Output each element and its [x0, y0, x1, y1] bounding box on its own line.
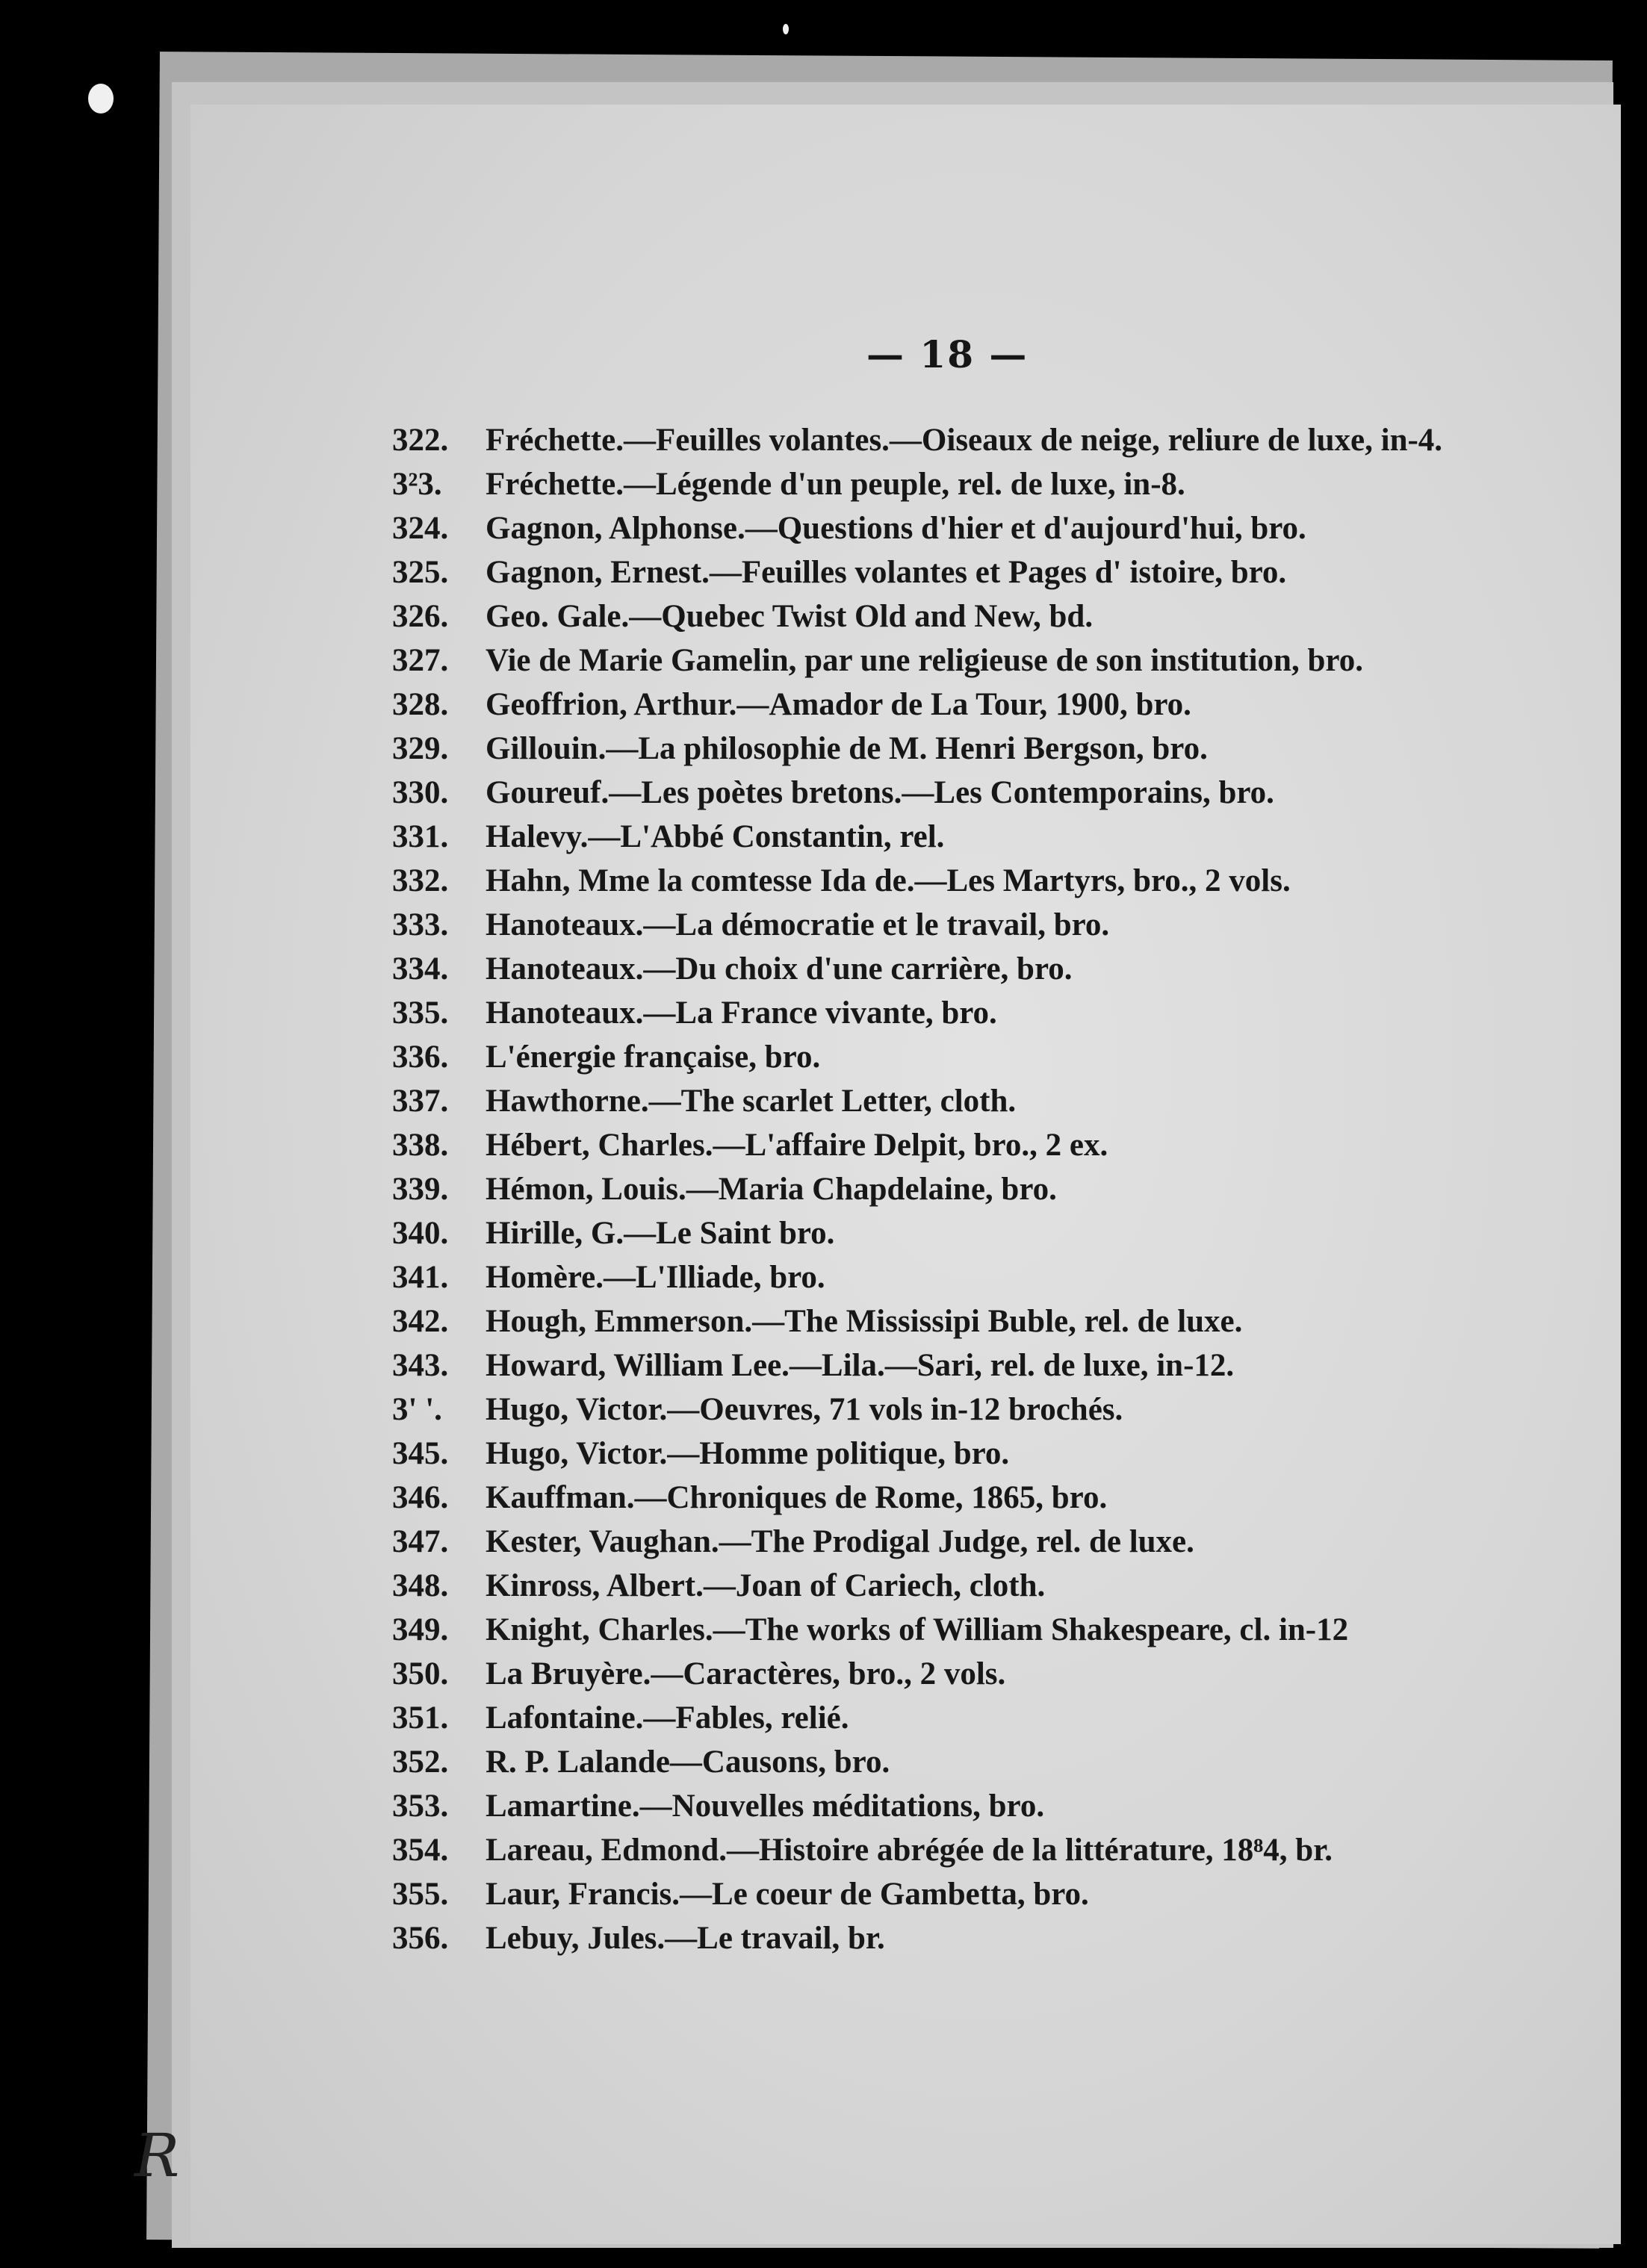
- entry-description: R. P. Lalande—Causons, bro.: [486, 1745, 890, 1780]
- catalogue-entry: [392, 1476, 1527, 1520]
- entry-number: 356.: [392, 1921, 449, 1956]
- entry-description: Geo. Gale.—Quebec Twist Old and New, bd.: [486, 599, 1094, 634]
- entry-number: 352.: [392, 1745, 449, 1780]
- entry-number: 348.: [392, 1568, 449, 1603]
- catalogue-entry: [392, 1388, 1527, 1432]
- entry-description: Gagnon, Alphonse.—Questions d'hier et d'aujourd'hui, bro.: [486, 511, 1306, 546]
- entry-description: Hough, Emmerson.—The Mississipi Buble, rel. de luxe.: [486, 1304, 1243, 1339]
- entry-number: 337.: [392, 1084, 449, 1119]
- dust-speck: [88, 84, 114, 114]
- catalogue-entry: [392, 550, 1527, 594]
- handwritten-margin-mark: R: [134, 2121, 180, 2190]
- entry-description: Howard, William Lee.—Lila.—Sari, rel. de luxe, in-12.: [486, 1348, 1235, 1383]
- entry-description: Geoffrion, Arthur.—Amador de La Tour, 1900, bro.: [486, 687, 1191, 722]
- entry-number: 351.: [392, 1700, 449, 1736]
- entry-number: 353.: [392, 1789, 449, 1824]
- entry-number: 338.: [392, 1128, 449, 1163]
- entry-description: Gillouin.—La philosophie de M. Henri Bergson, bro.: [486, 731, 1208, 766]
- catalogue-entry-list: [392, 418, 1527, 1960]
- catalogue-entry: [392, 1916, 1527, 1960]
- catalogue-entry: [392, 1432, 1527, 1476]
- dust-speck: [783, 24, 789, 34]
- catalogue-entry: [392, 594, 1527, 639]
- catalogue-entry: [392, 462, 1527, 506]
- catalogue-entry: [392, 1520, 1527, 1564]
- catalogue-entry: [392, 1564, 1527, 1608]
- catalogue-entry: [392, 1828, 1527, 1872]
- entry-description: L'énergie française, bro.: [486, 1040, 821, 1075]
- catalogue-entry: [392, 1872, 1527, 1916]
- catalogue-entry: [392, 1696, 1527, 1740]
- entry-number: 355.: [392, 1877, 449, 1912]
- entry-number: 331.: [392, 819, 449, 854]
- entry-description: Hawthorne.—The scarlet Letter, cloth.: [486, 1084, 1017, 1119]
- catalogue-entry: [392, 1079, 1527, 1123]
- catalogue-entry: [392, 859, 1527, 903]
- entry-number: 326.: [392, 599, 449, 634]
- entry-number: 328.: [392, 687, 449, 722]
- catalogue-entry: [392, 683, 1527, 727]
- catalogue-entry: [392, 1784, 1527, 1828]
- entry-number: 329.: [392, 731, 449, 766]
- entry-description: Lamartine.—Nouvelles méditations, bro.: [486, 1789, 1045, 1824]
- catalogue-entry: [392, 1211, 1527, 1255]
- catalogue-entry: [392, 991, 1527, 1035]
- catalogue-entry: [392, 1035, 1527, 1079]
- entry-number: 340.: [392, 1216, 449, 1251]
- catalogue-entry: [392, 1167, 1527, 1211]
- entry-number: 354.: [392, 1833, 449, 1868]
- entry-number: 333.: [392, 907, 449, 942]
- entry-description: Laur, Francis.—Le coeur de Gambetta, bro.: [486, 1877, 1089, 1912]
- entry-description: Kauffman.—Chroniques de Rome, 1865, bro.: [486, 1480, 1108, 1515]
- entry-number: 342.: [392, 1304, 449, 1339]
- catalogue-entry: [392, 1255, 1527, 1299]
- catalogue-entry: [392, 1652, 1527, 1696]
- entry-number: 339.: [392, 1172, 449, 1207]
- entry-number: 325.: [392, 555, 449, 590]
- catalogue-entry: [392, 771, 1527, 815]
- entry-number: 345.: [392, 1436, 449, 1471]
- entry-number: 341.: [392, 1260, 449, 1295]
- catalogue-entry: [392, 727, 1527, 771]
- entry-description: Kinross, Albert.—Joan of Cariech, cloth.: [486, 1568, 1046, 1603]
- entry-description: Vie de Marie Gamelin, par une religieuse de son institution, bro.: [486, 643, 1363, 678]
- entry-number: 349.: [392, 1612, 449, 1647]
- entry-number: 346.: [392, 1480, 449, 1515]
- entry-description: Gagnon, Ernest.—Feuilles volantes et Pages d' istoire, bro.: [486, 555, 1287, 590]
- entry-number: 343.: [392, 1348, 449, 1383]
- entry-description: Hugo, Victor.—Homme politique, bro.: [486, 1436, 1010, 1471]
- entry-description: Goureuf.—Les poètes bretons.—Les Contemporains, bro.: [486, 775, 1274, 810]
- entry-description: Lareau, Edmond.—Histoire abrégée de la littérature, 18⁸4, br.: [486, 1833, 1333, 1868]
- catalogue-entry: [392, 903, 1527, 947]
- entry-number: 334.: [392, 951, 449, 987]
- entry-description: Hanoteaux.—Du choix d'une carrière, bro.: [486, 951, 1073, 987]
- entry-number: 350.: [392, 1656, 449, 1691]
- entry-description: Halevy.—L'Abbé Constantin, rel.: [486, 819, 945, 854]
- catalogue-entry: [392, 1123, 1527, 1167]
- entry-description: Lafontaine.—Fables, relié.: [486, 1700, 849, 1736]
- entry-number: 347.: [392, 1524, 449, 1559]
- entry-description: Kester, Vaughan.—The Prodigal Judge, rel. de luxe.: [486, 1524, 1194, 1559]
- catalogue-entry: [392, 506, 1527, 550]
- entry-description: La Bruyère.—Caractères, bro., 2 vols.: [486, 1656, 1006, 1691]
- entry-number: 3²3.: [392, 467, 442, 502]
- entry-description: Hanoteaux.—La France vivante, bro.: [486, 995, 997, 1031]
- entry-description: Lebuy, Jules.—Le travail, br.: [486, 1921, 885, 1956]
- catalogue-entry: [392, 1299, 1527, 1343]
- entry-number: 335.: [392, 995, 449, 1031]
- entry-number: 324.: [392, 511, 449, 546]
- entry-description: Hugo, Victor.—Oeuvres, 71 vols in-12 brochés.: [486, 1392, 1123, 1427]
- catalogue-entry: [392, 1343, 1527, 1388]
- page-number: — 18 —: [866, 332, 1029, 376]
- entry-description: Knight, Charles.—The works of William Shakespeare, cl. in-12: [486, 1612, 1349, 1647]
- catalogue-entry: [392, 947, 1527, 991]
- entry-description: Fréchette.—Légende d'un peuple, rel. de luxe, in-8.: [486, 467, 1185, 502]
- catalogue-entry: [392, 1608, 1527, 1652]
- entry-description: Hirille, G.—Le Saint bro.: [486, 1216, 835, 1251]
- entry-number: 322.: [392, 423, 449, 458]
- entry-number: 330.: [392, 775, 449, 810]
- catalogue-entry: [392, 418, 1527, 462]
- entry-description: Homère.—L'Illiade, bro.: [486, 1260, 825, 1295]
- catalogue-entry: [392, 1740, 1527, 1784]
- entry-number: 332.: [392, 863, 449, 898]
- entry-description: Hanoteaux.—La démocratie et le travail, bro.: [486, 907, 1110, 942]
- entry-number: 336.: [392, 1040, 449, 1075]
- entry-number: 327.: [392, 643, 449, 678]
- catalogue-entry: [392, 815, 1527, 859]
- entry-description: Hahn, Mme la comtesse Ida de.—Les Martyrs, bro., 2 vols.: [486, 863, 1291, 898]
- entry-number: 3' '.: [392, 1392, 442, 1427]
- entry-description: Fréchette.—Feuilles volantes.—Oiseaux de neige, reliure de luxe, in-4.: [486, 423, 1443, 458]
- entry-description: Hébert, Charles.—L'affaire Delpit, bro., 2 ex.: [486, 1128, 1108, 1163]
- catalogue-entry: [392, 639, 1527, 683]
- entry-description: Hémon, Louis.—Maria Chapdelaine, bro.: [486, 1172, 1057, 1207]
